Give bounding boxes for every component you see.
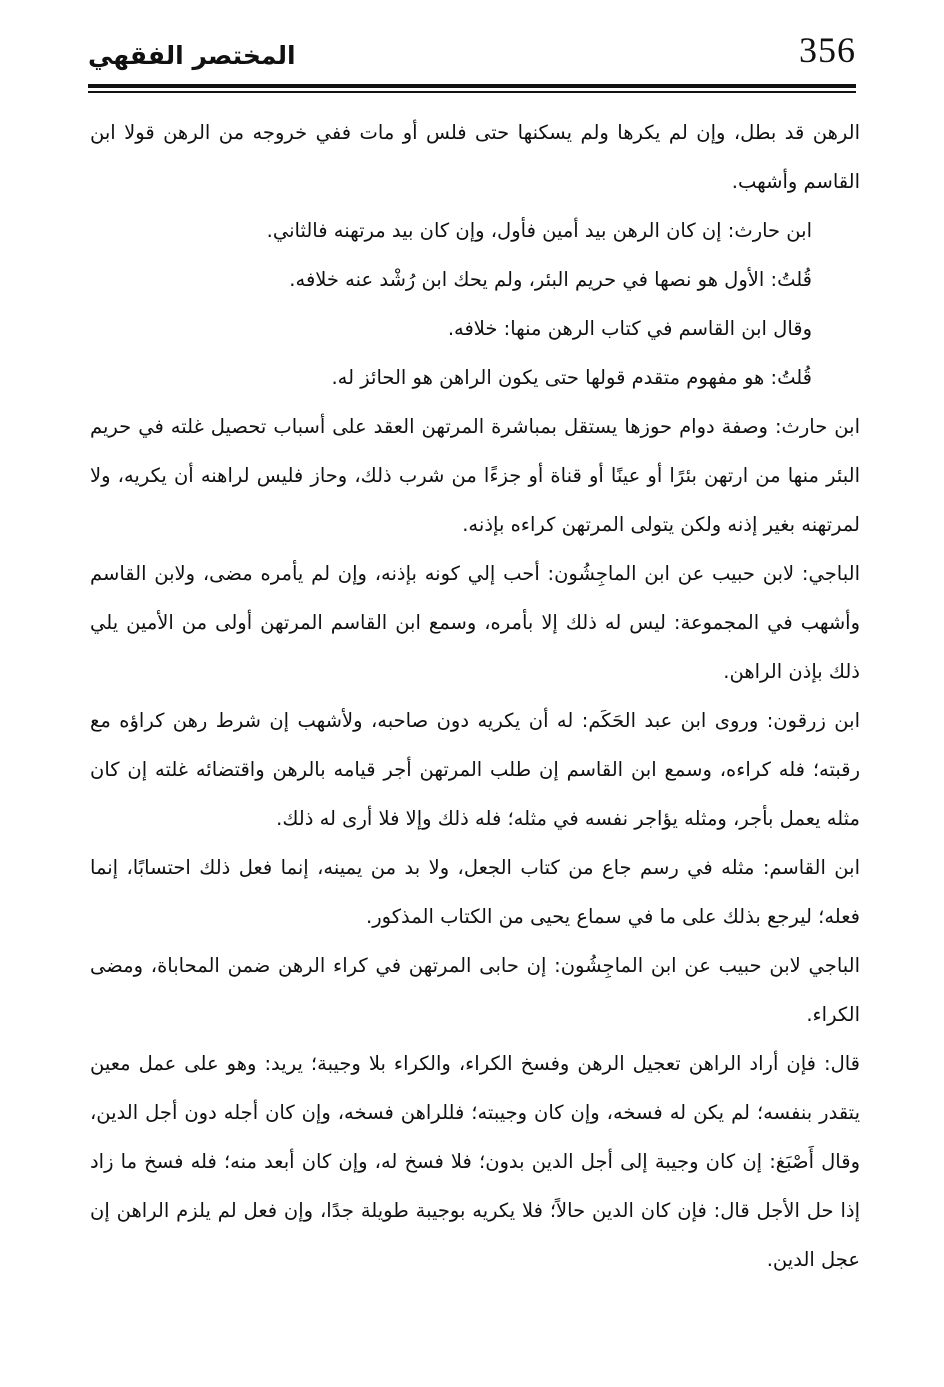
paragraph: وقال ابن القاسم في كتاب الرهن منها: خلافه.: [447, 317, 812, 340]
header-rule-thick: [88, 84, 856, 88]
paragraph: قُلتُ: هو مفهوم متقدم قولها حتى يكون الراهن هو الحائز له.: [331, 366, 812, 389]
body-text: [90, 108, 860, 1284]
paragraph: الرهن قد بطل، وإن لم يكرها ولم يسكنها حتى فلس أو مات ففي خروجه من الرهن قولا ابن القاسم وأشهب.: [90, 121, 860, 193]
paragraph: ابن حارث: إن كان الرهن بيد أمين فأول، وإن كان بيد مرتهنه فالثاني.: [266, 219, 812, 242]
paragraph: الباجي لابن حبيب عن ابن الماجِشُون: إن حابى المرتهن في كراء الرهن ضمن المحاباة، ومضى الكراء.: [90, 954, 860, 1026]
paragraph: الباجي: لابن حبيب عن ابن الماجِشُون: أحب إلي كونه بإذنه، وإن لم يأمره مضى، ولابن القاسم وأشهب في المجموعة: ليس له ذلك إلا بأمره، وسمع ابن القاسم المرتهن أولى من الأمين يلي ذلك بإذن الراهن.: [90, 562, 860, 683]
header-rule-thin: [88, 91, 856, 93]
paragraph: ابن حارث: وصفة دوام حوزها يستقل بمباشرة المرتهن العقد على أسباب تحصيل غلته في حريم البئر منها من ارتهن بئرًا أو عينًا أو قناة أو جزءًا من شرب ذلك، وحاز فليس لراهنه أن يكريه، ولا لمرتهنه بغير إذنه ولكن يتولى المرتهن كراءه بإذنه.: [90, 415, 860, 536]
page-header: [88, 28, 856, 88]
paragraph: ابن القاسم: مثله في رسم جاع من كتاب الجعل، ولا بد من يمينه، إنما فعل ذلك احتسابًا، إنما فعله؛ ليرجع بذلك على ما في سماع يحيى من الكتاب المذكور.: [90, 856, 860, 928]
paragraph: ابن زرقون: وروى ابن عبد الحَكَم: له أن يكريه دون صاحبه، ولأشهب إن شرط رهن كراؤه مع رقبته؛ فله كراءه، وسمع ابن القاسم إن طلب المرتهن أجر قيامه بالرهن واقتضائه غلته إن كان مثله يعمل بأجر، ومثله يؤاجر نفسه في مثله؛ فله ذلك وإلا فلا أرى له ذلك.: [90, 709, 860, 830]
running-title: المختصر الفقهي: [88, 41, 296, 70]
paragraph: قُلتُ: الأول هو نصها في حريم البئر، ولم يحك ابن رُشْد عنه خلافه.: [289, 268, 812, 291]
page-number: 356: [799, 30, 856, 70]
paragraph: قال: فإن أراد الراهن تعجيل الرهن وفسخ الكراء، والكراء بلا وجيبة؛ يريد: وهو على عمل معين يتقدر بنفسه؛ لم يكن له فسخه، وإن كان وجيبته؛ فللراهن فسخه، وإن كان أجله دون أجل الدين، وقال أَصْبَغ: إن كان وجيبة إلى أجل الدين بدون؛ فلا فسخ له، وإن كان أبعد منه؛ فله فسخ ما زاد إذا حل الأجل قال: فإن كان الدين حالاً؛ فلا يكريه بوجيبة طويلة جدًا، وإن فعل لم يلزم الراهن إن عجل الدين.: [90, 1052, 860, 1271]
